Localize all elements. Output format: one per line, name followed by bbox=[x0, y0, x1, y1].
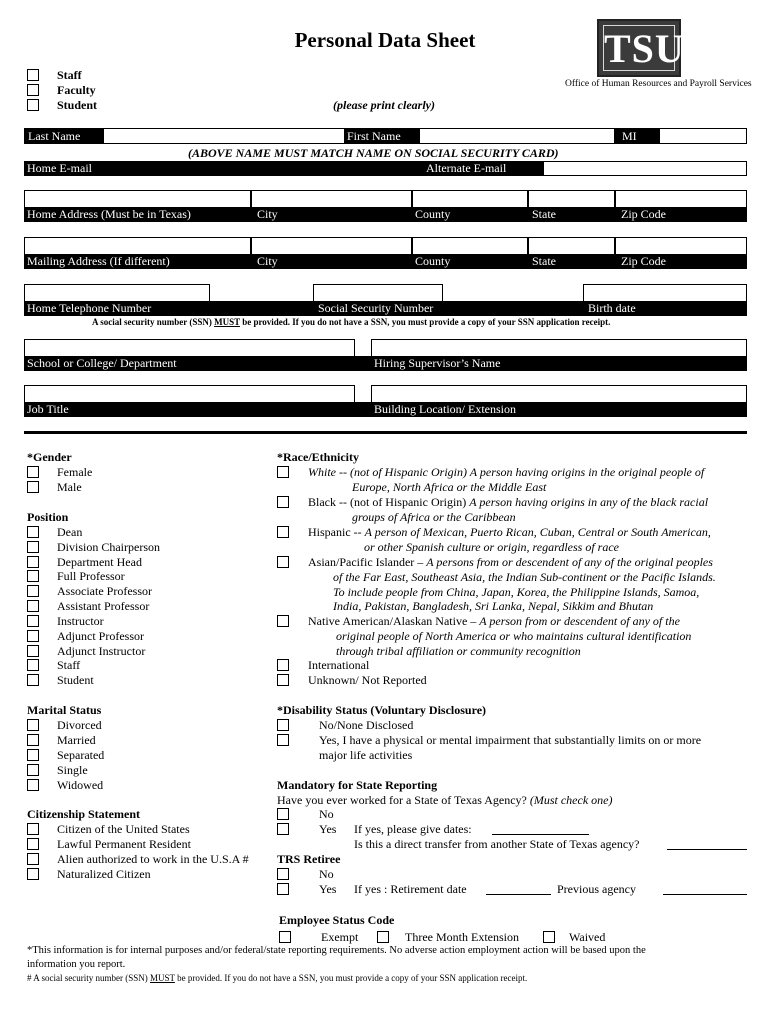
disability-yes-label: major life activities bbox=[319, 748, 413, 762]
home-county-label: County bbox=[415, 207, 451, 221]
marital-label: Married bbox=[57, 733, 96, 747]
race-white-text: White -- (not of Hispanic Origin) A person having origins in the original people of bbox=[308, 465, 705, 479]
mi-input[interactable] bbox=[661, 129, 746, 143]
three-month-checkbox[interactable] bbox=[377, 931, 389, 943]
texas-agency-question: Have you ever worked for a State of Texas Agency? (Must check one) bbox=[277, 793, 613, 807]
mailing-state-label: State bbox=[532, 254, 556, 268]
race-black-text: Black -- (not of Hispanic Origin) A person having origins in any of the black racial bbox=[308, 495, 709, 509]
waived-checkbox[interactable] bbox=[543, 931, 555, 943]
birth-date-input[interactable] bbox=[583, 284, 747, 301]
position-title: Position bbox=[27, 510, 69, 524]
section-divider bbox=[24, 431, 747, 434]
marital-checkbox[interactable] bbox=[27, 779, 39, 791]
race-hispanic-text: or other Spanish culture or origin, regardless of race bbox=[364, 540, 619, 554]
last-name-label: Last Name bbox=[28, 129, 81, 143]
race-hispanic-text: Hispanic -- A person of Mexican, Puerto Rican, Cuban, Central or South American, bbox=[308, 525, 711, 539]
male-checkbox[interactable] bbox=[27, 481, 39, 493]
building-input[interactable] bbox=[371, 385, 747, 402]
office-name: Office of Human Resources and Payroll Services bbox=[565, 79, 752, 89]
trs-no-label: No bbox=[319, 867, 334, 881]
phone-ssn-labels bbox=[24, 301, 747, 316]
exempt-label: Exempt bbox=[321, 930, 359, 944]
dates-label: If yes, please give dates: bbox=[354, 822, 472, 836]
position-checkbox[interactable] bbox=[27, 570, 39, 582]
mi-label: MI bbox=[622, 129, 637, 143]
footer-note: *This information is for internal purposes and/or federal/state reporting requirements. No adverse action employment action will be based upon the bbox=[27, 945, 646, 956]
supervisor-input[interactable] bbox=[371, 339, 747, 356]
school-labels bbox=[24, 356, 747, 371]
position-checkbox[interactable] bbox=[27, 600, 39, 612]
school-label: School or College/ Department bbox=[27, 356, 177, 370]
citizenship-label: Naturalized Citizen bbox=[57, 867, 151, 881]
job-title-labels bbox=[24, 402, 747, 417]
position-label: Assistant Professor bbox=[57, 599, 150, 613]
mailing-zip-label: Zip Code bbox=[621, 254, 666, 268]
faculty-label: Faculty bbox=[57, 83, 96, 97]
position-checkbox[interactable] bbox=[27, 585, 39, 597]
home-zip-input[interactable] bbox=[615, 190, 747, 207]
race-asian-text: of the Far East, Southeast Asia, the Indian Sub-continent or the Pacific Islands. bbox=[333, 570, 716, 584]
mandatory-title: Mandatory for State Reporting bbox=[277, 778, 438, 792]
position-checkbox[interactable] bbox=[27, 526, 39, 538]
mailing-zip-input[interactable] bbox=[615, 237, 747, 254]
mailing-address-input[interactable] bbox=[24, 237, 251, 254]
texas-agency-yes-label: Yes bbox=[319, 822, 337, 836]
building-label: Building Location/ Extension bbox=[374, 402, 516, 416]
school-input[interactable] bbox=[24, 339, 355, 356]
trs-no-checkbox[interactable] bbox=[277, 868, 289, 880]
position-label: Staff bbox=[57, 658, 81, 672]
alt-email-input[interactable] bbox=[543, 161, 747, 176]
home-email-label: Home E-mail bbox=[27, 161, 92, 175]
home-city-input[interactable] bbox=[251, 190, 412, 207]
race-title: *Race/Ethnicity bbox=[277, 450, 359, 464]
supervisor-label: Hiring Supervisor’s Name bbox=[374, 356, 501, 370]
mailing-county-input[interactable] bbox=[412, 237, 528, 254]
race-hispanic-checkbox[interactable] bbox=[277, 526, 289, 538]
previous-agency-label: Previous agency bbox=[557, 882, 636, 896]
home-address-input[interactable] bbox=[24, 190, 251, 207]
citizenship-label: Citizen of the United States bbox=[57, 822, 190, 836]
home-zip-label: Zip Code bbox=[621, 207, 666, 221]
texas-agency-yes-checkbox[interactable] bbox=[277, 823, 289, 835]
position-label: Adjunct Professor bbox=[57, 629, 144, 643]
faculty-checkbox[interactable] bbox=[27, 84, 39, 96]
home-address-labels bbox=[24, 207, 747, 222]
alt-email-label: Alternate E-mail bbox=[426, 161, 507, 175]
citizenship-label: Alien authorized to work in the U.S.A # bbox=[57, 852, 249, 866]
transfer-input[interactable] bbox=[667, 849, 747, 850]
citizenship-checkbox[interactable] bbox=[27, 868, 39, 880]
retirement-date-label: If yes : Retirement date bbox=[354, 882, 467, 896]
employee-status-title: Employee Status Code bbox=[279, 913, 395, 927]
race-native-text: original people of North America or who maintains cultural identification bbox=[336, 629, 692, 643]
female-label: Female bbox=[57, 465, 93, 479]
first-name-label: First Name bbox=[347, 129, 401, 143]
disability-yes-checkbox[interactable] bbox=[277, 734, 289, 746]
position-label: Student bbox=[57, 673, 94, 687]
name-row bbox=[24, 128, 747, 144]
staff-checkbox[interactable] bbox=[27, 69, 39, 81]
marital-checkbox[interactable] bbox=[27, 764, 39, 776]
mailing-city-input[interactable] bbox=[251, 237, 412, 254]
disability-title: *Disability Status (Voluntary Disclosure) bbox=[277, 703, 487, 717]
birth-date-label: Birth date bbox=[588, 301, 636, 315]
home-phone-input[interactable] bbox=[24, 284, 210, 301]
race-native-text: Native American/Alaskan Native – A person from or descendent of any of the bbox=[308, 614, 680, 628]
position-checkbox[interactable] bbox=[27, 630, 39, 642]
name-match-note: (ABOVE NAME MUST MATCH NAME ON SOCIAL SECURITY CARD) bbox=[188, 146, 559, 160]
trs-yes-checkbox[interactable] bbox=[277, 883, 289, 895]
marital-label: Divorced bbox=[57, 718, 102, 732]
footer-ssn-note: # A social security number (SSN) MUST be provided. If you do not have a SSN, you must provide a copy of your SSN application receipt. bbox=[27, 973, 528, 983]
disability-yes-label: Yes, I have a physical or mental impairment that substantially limits on or more bbox=[319, 733, 702, 747]
disability-none-label: No/None Disclosed bbox=[319, 718, 414, 732]
mailing-city-label: City bbox=[257, 254, 278, 268]
race-native-checkbox[interactable] bbox=[277, 615, 289, 627]
mailing-address-label: Mailing Address (If different) bbox=[27, 254, 170, 268]
position-label: Department Head bbox=[57, 555, 142, 569]
previous-agency-input[interactable] bbox=[663, 894, 747, 895]
transfer-question: Is this a direct transfer from another State of Texas agency? bbox=[354, 837, 640, 851]
marital-checkbox[interactable] bbox=[27, 719, 39, 731]
three-month-label: Three Month Extension bbox=[405, 930, 519, 944]
citizenship-checkbox[interactable] bbox=[27, 823, 39, 835]
marital-label: Single bbox=[57, 763, 88, 777]
position-checkbox[interactable] bbox=[27, 615, 39, 627]
race-unknown-checkbox[interactable] bbox=[277, 674, 289, 686]
home-county-input[interactable] bbox=[412, 190, 528, 207]
position-label: Instructor bbox=[57, 614, 104, 628]
home-address-label: Home Address (Must be in Texas) bbox=[27, 207, 191, 221]
logo-text: TSU bbox=[604, 26, 685, 71]
student-label: Student bbox=[57, 98, 98, 112]
marital-checkbox[interactable] bbox=[27, 749, 39, 761]
position-checkbox[interactable] bbox=[27, 556, 39, 568]
race-native-text: through tribal affiliation or community recognition bbox=[336, 644, 581, 658]
trs-title: TRS Retiree bbox=[277, 852, 341, 866]
marital-checkbox[interactable] bbox=[27, 734, 39, 746]
footer-note: information you report. bbox=[27, 959, 126, 970]
mailing-address-labels bbox=[24, 254, 747, 269]
first-name-input[interactable] bbox=[421, 129, 613, 143]
marital-label: Separated bbox=[57, 748, 105, 762]
position-checkbox[interactable] bbox=[27, 541, 39, 553]
texas-agency-no-label: No bbox=[319, 807, 334, 821]
race-international-label: International bbox=[308, 658, 370, 672]
position-label: Adjunct Instructor bbox=[57, 644, 146, 658]
job-title-input[interactable] bbox=[24, 385, 355, 402]
disability-none-checkbox[interactable] bbox=[277, 719, 289, 731]
gender-title: *Gender bbox=[27, 450, 72, 464]
citizenship-title: Citizenship Statement bbox=[27, 807, 140, 821]
ssn-requirement-note: A social security number (SSN) MUST be provided. If you do not have a SSN, you must provide a copy of your SSN application receipt. bbox=[92, 317, 611, 327]
mailing-state-input[interactable] bbox=[528, 237, 615, 254]
race-asian-text: India, Pakistan, Bangladesh, Sri Lanka, Nepal, Sikkim and Bhutan bbox=[333, 599, 654, 613]
race-white-checkbox[interactable] bbox=[277, 466, 289, 478]
trs-yes-label: Yes bbox=[319, 882, 337, 896]
student-checkbox[interactable] bbox=[27, 99, 39, 111]
position-checkbox[interactable] bbox=[27, 674, 39, 686]
exempt-checkbox[interactable] bbox=[279, 931, 291, 943]
position-checkbox[interactable] bbox=[27, 659, 39, 671]
female-checkbox[interactable] bbox=[27, 466, 39, 478]
print-note: (please print clearly) bbox=[333, 98, 435, 112]
race-black-text: groups of Africa or the Caribbean bbox=[352, 510, 516, 524]
dates-input[interactable] bbox=[492, 834, 589, 835]
staff-label: Staff bbox=[57, 68, 82, 82]
position-label: Division Chairperson bbox=[57, 540, 160, 554]
waived-label: Waived bbox=[569, 930, 606, 944]
race-asian-checkbox[interactable] bbox=[277, 556, 289, 568]
citizenship-checkbox[interactable] bbox=[27, 838, 39, 850]
citizenship-checkbox[interactable] bbox=[27, 853, 39, 865]
race-asian-text: Asian/Pacific Islander – A persons from or descendent of any of the original peoples bbox=[308, 555, 713, 569]
marital-title: Marital Status bbox=[27, 703, 102, 717]
home-state-label: State bbox=[532, 207, 556, 221]
home-phone-label: Home Telephone Number bbox=[27, 301, 152, 315]
last-name-input[interactable] bbox=[105, 129, 343, 143]
home-state-input[interactable] bbox=[528, 190, 615, 207]
ssn-input[interactable] bbox=[313, 284, 443, 301]
mailing-county-label: County bbox=[415, 254, 451, 268]
male-label: Male bbox=[57, 480, 82, 494]
race-black-checkbox[interactable] bbox=[277, 496, 289, 508]
race-asian-text: To include people from China, Japan, Korea, the Philippine Islands, Samoa, bbox=[333, 585, 700, 599]
race-international-checkbox[interactable] bbox=[277, 659, 289, 671]
position-label: Full Professor bbox=[57, 569, 125, 583]
position-checkbox[interactable] bbox=[27, 645, 39, 657]
job-title-label: Job Title bbox=[27, 402, 69, 416]
home-city-label: City bbox=[257, 207, 278, 221]
race-unknown-label: Unknown/ Not Reported bbox=[308, 673, 427, 687]
position-label: Dean bbox=[57, 525, 83, 539]
position-label: Associate Professor bbox=[57, 584, 152, 598]
citizenship-label: Lawful Permanent Resident bbox=[57, 837, 191, 851]
page-title: Personal Data Sheet bbox=[294, 28, 476, 52]
tsu-logo bbox=[597, 19, 685, 77]
retirement-date-input[interactable] bbox=[486, 894, 551, 895]
race-white-text: Europe, North Africa or the Middle East bbox=[352, 480, 547, 494]
ssn-label: Social Security Number bbox=[318, 301, 434, 315]
marital-label: Widowed bbox=[57, 778, 104, 792]
texas-agency-no-checkbox[interactable] bbox=[277, 808, 289, 820]
